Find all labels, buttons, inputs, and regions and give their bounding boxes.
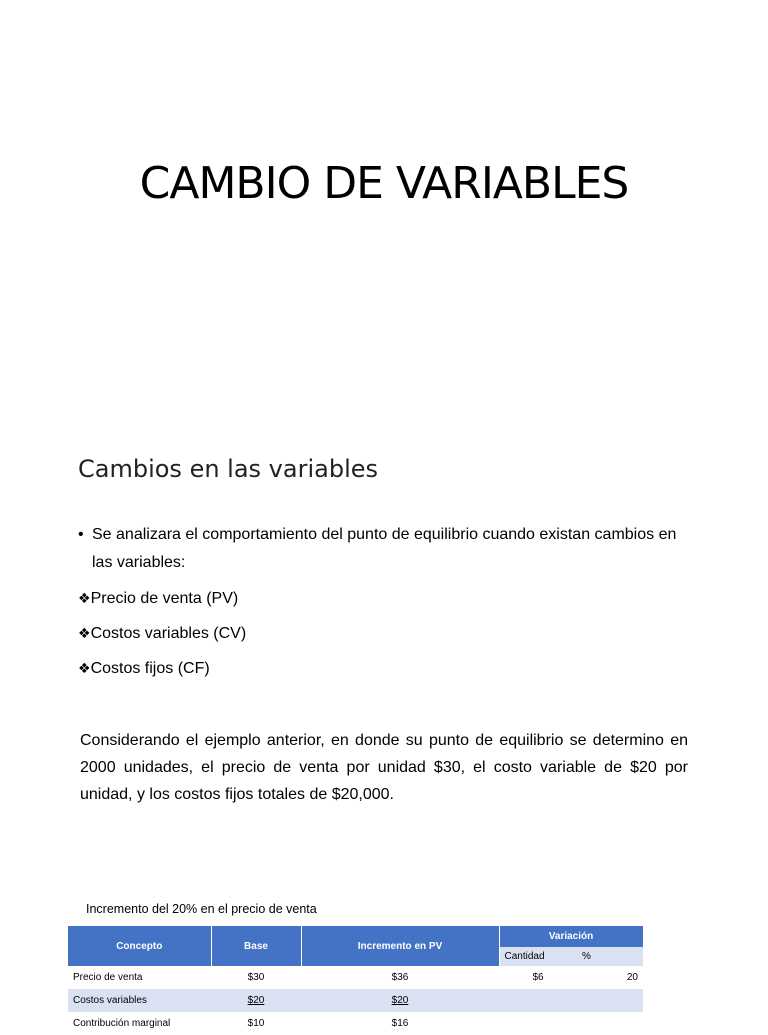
header-variacion: Variación: [499, 926, 643, 947]
variable-label: Precio de venta (PV): [90, 590, 239, 607]
section-title: Cambios en las variables: [78, 455, 378, 483]
variable-label: Costos variables (CV): [90, 625, 247, 642]
cell-incremento: $20: [301, 989, 499, 1012]
cell-incremento: $16: [391, 1018, 409, 1029]
cell-base: $10: [247, 1018, 265, 1029]
cell-cantidad: [499, 989, 577, 1012]
cell-porcentaje: 20: [626, 972, 638, 983]
slide-title: CAMBIO DE VARIABLES: [139, 158, 629, 209]
cell-concepto: Costos variables: [68, 989, 211, 1012]
bullet-dot-icon: •: [78, 526, 84, 543]
table-row: [68, 989, 643, 1012]
variable-label: Costos fijos (CF): [90, 660, 210, 677]
cell-base: $20: [211, 989, 301, 1012]
bullet-list: [78, 521, 698, 682]
diamond-icon: ❖: [78, 660, 91, 676]
table-caption: Incremento del 20% en el precio de venta: [86, 902, 317, 916]
header-base: Base: [211, 926, 301, 966]
diamond-icon: ❖: [78, 625, 91, 641]
table-row: [68, 966, 643, 989]
table-header-row: [68, 926, 643, 947]
header-concepto: Concepto: [68, 926, 211, 966]
header-cantidad: Cantidad: [499, 947, 577, 966]
example-paragraph: Considerando el ejemplo anterior, en donde su punto de equilibrio se determino en 2000 unidades, el precio de venta por unidad $30, el costo variable de $20 por unidad, y los costos fijos totales de $20,000.: [80, 732, 688, 803]
variable-item-cv: [78, 620, 698, 647]
header-porcentaje: %: [577, 947, 643, 966]
header-incremento: Incremento en PV: [301, 926, 499, 966]
bullet-item: [78, 521, 698, 577]
cell-incremento: $36: [391, 972, 409, 983]
cell-porcentaje: [577, 989, 643, 1012]
bullet-text: Se analizara el comportamiento del punto de equilibrio cuando existan cambios en las variables:: [92, 526, 677, 571]
cell-concepto: Precio de venta: [73, 972, 143, 983]
variable-item-pv: [78, 585, 698, 612]
cell-cantidad: $6: [532, 972, 544, 983]
diamond-icon: ❖: [78, 590, 91, 606]
variable-item-cf: [78, 655, 698, 682]
price-increase-table: [68, 926, 644, 1035]
cell-base: $30: [247, 972, 265, 983]
cell-concepto: Contribución marginal: [73, 1018, 171, 1029]
